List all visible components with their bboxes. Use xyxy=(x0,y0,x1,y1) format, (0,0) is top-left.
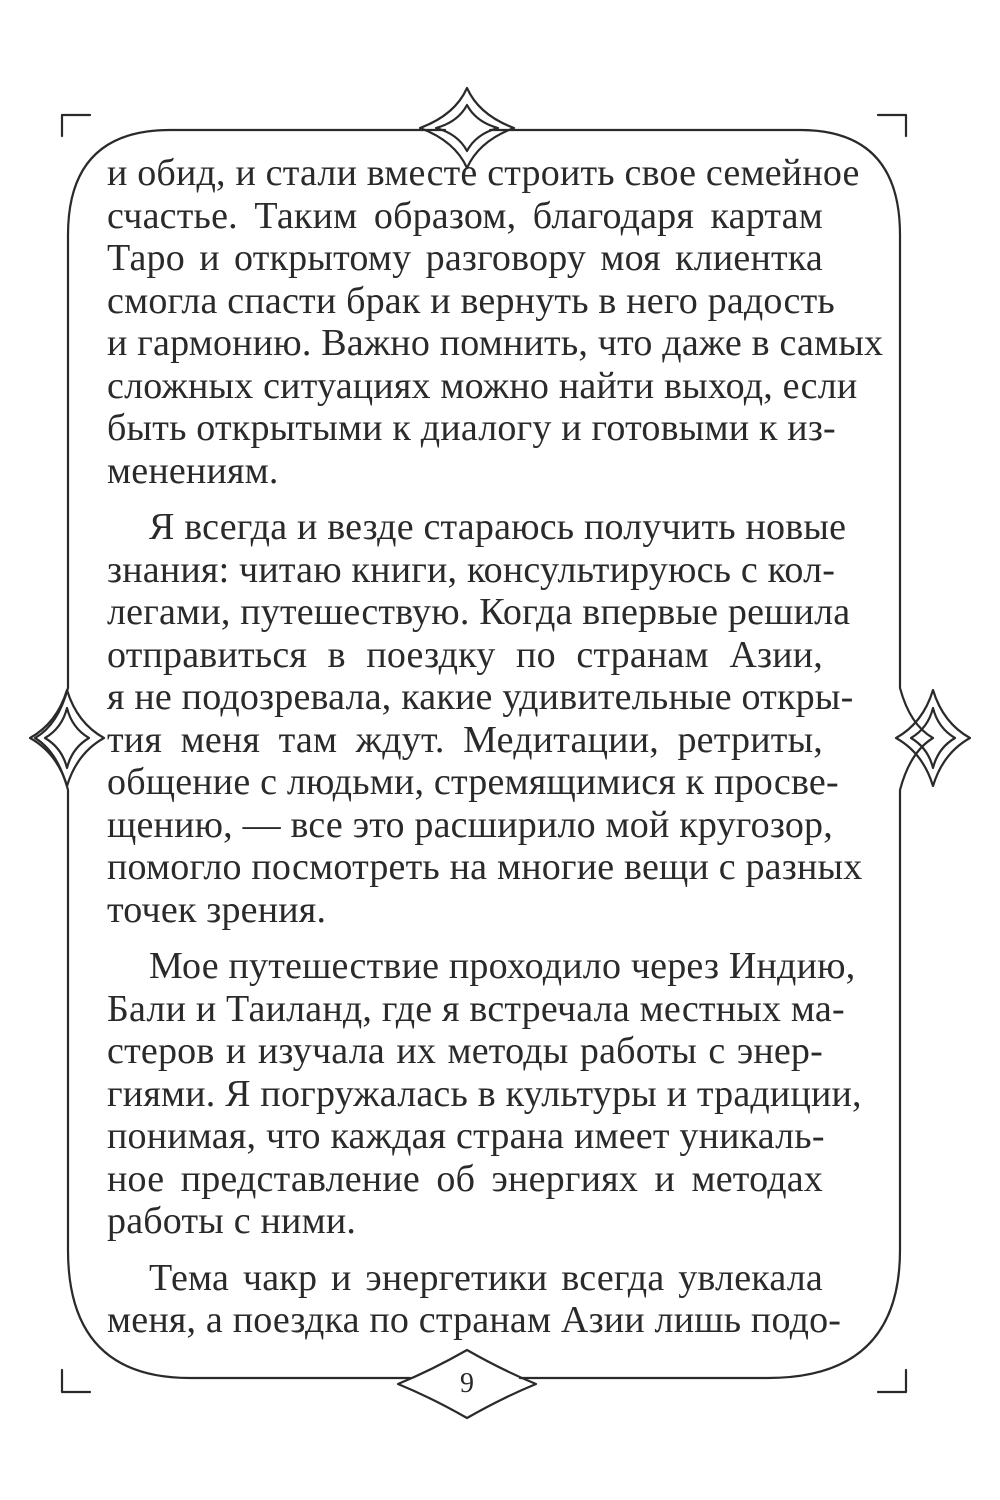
text-line: и гармонию. Важно помнить, что даже в самых xyxy=(107,322,884,364)
corner-bracket-bottom-right xyxy=(878,1370,906,1392)
text-line: помогло посмотреть на многие вещи с разных xyxy=(107,846,863,888)
text-line: отправиться в поездку по странам Азии, xyxy=(107,633,823,676)
text-line: общение с людьми, стремящимися к просве- xyxy=(107,761,839,803)
text-line: понимая, что каждая страна имеет уникаль- xyxy=(107,1115,825,1157)
paragraph-2 xyxy=(107,506,863,931)
text-line: сложных ситуациях можно найти выход, если xyxy=(107,364,858,407)
paragraph-4 xyxy=(107,1256,842,1342)
corner-bracket-top-left xyxy=(62,115,90,136)
text-line: Бали и Таиланд, где я встречала местных ма- xyxy=(107,987,845,1030)
paragraph-3 xyxy=(107,945,862,1243)
left-diamond-ornament xyxy=(30,690,104,786)
corner-bracket-bottom-left xyxy=(62,1370,90,1392)
text-line: гиями. Я погружалась в культуры и традиции, xyxy=(107,1072,862,1115)
text-line: стеров и изучала их методы работы с энер- xyxy=(107,1030,823,1072)
text-line: Таро и открытому разговору моя клиентка xyxy=(107,237,823,279)
text-line: Тема чакр и энергетики всегда увлекала xyxy=(149,1256,823,1299)
corner-bracket-top-right xyxy=(878,115,906,136)
text-line: счастье. Таким образом, благодаря картам xyxy=(107,194,823,237)
text-line: меня, а поездка по странам Азии лишь подо- xyxy=(107,1299,842,1341)
body-text xyxy=(107,152,884,1342)
text-line: Мое путешествие проходило через Индию, xyxy=(149,945,856,987)
text-line: я не подозревала, какие удивительные откры- xyxy=(107,676,854,718)
text-line: тия меня там ждут. Медитации, ретриты, xyxy=(107,718,823,761)
text-line: легами, путешествую. Когда впервые решила xyxy=(107,591,851,633)
paragraph-1 xyxy=(107,152,884,492)
text-line: щению, — все это расширило мой кругозор, xyxy=(107,803,833,846)
text-line: смогла спасти брак и вернуть в него радость xyxy=(107,279,835,322)
text-line: работы с ними. xyxy=(107,1200,357,1242)
text-line: знания: читаю книги, консультируюсь с кол- xyxy=(107,548,836,591)
page-number: 9 xyxy=(460,1368,474,1399)
text-line: точек зрения. xyxy=(107,888,327,931)
text-line: и обид, и стали вместе строить свое семейное xyxy=(107,152,860,194)
text-line: менениям. xyxy=(107,449,279,492)
text-line: ное представление об энергиях и методах xyxy=(107,1157,823,1200)
text-line: быть открытыми к диалогу и готовыми к из- xyxy=(107,407,836,449)
text-line: Я всегда и везде стараюсь получить новые xyxy=(149,506,847,548)
